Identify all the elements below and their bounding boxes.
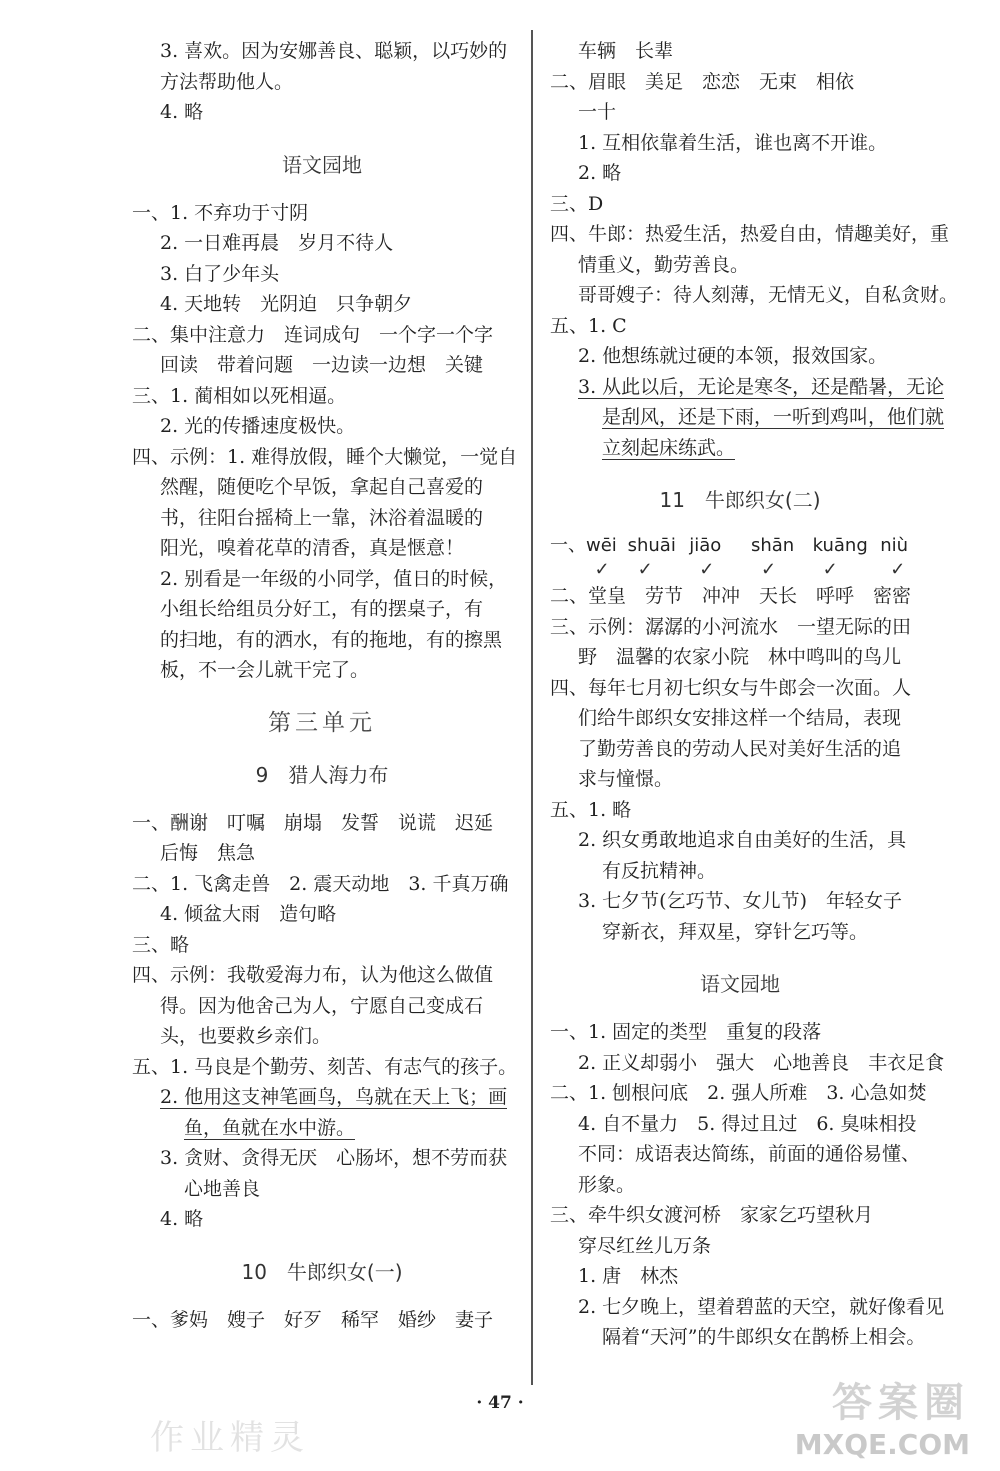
answer-line <box>550 1322 930 1353</box>
answer-text: 有反抗精神。 <box>602 859 717 882</box>
pinyin-item: niù <box>880 535 909 556</box>
answer-line <box>550 280 959 311</box>
answer-line <box>550 158 930 189</box>
answer-line <box>550 642 930 673</box>
answer-text: 二、集中注意力 连词成句 一个字一个字 <box>132 323 494 346</box>
answer-text: 一、1. 不弃功于寸阴 <box>132 201 309 224</box>
answer-line <box>132 1113 512 1144</box>
answer-text: 五、1. C <box>550 314 627 337</box>
answer-text: 二、堂皇 劳节 冲冲 天长 呼呼 密密 <box>550 585 912 607</box>
answer-text: 三、略 <box>132 933 190 956</box>
answer-line <box>132 625 512 656</box>
answer-text: 五、1. 略 <box>550 798 632 821</box>
answer-text: 方法帮助他人。 <box>160 70 294 93</box>
lesson-heading-9: 9 猎人海力布 <box>255 762 389 787</box>
left-block-3 <box>132 1305 512 1336</box>
answer-text: 一十 <box>578 101 617 123</box>
answer-line <box>132 869 512 900</box>
answer-text: 3. 从此以后，无论是寒冬，还是酷暑，无论 <box>578 375 945 398</box>
answer-line <box>550 581 930 612</box>
answer-line <box>550 734 930 765</box>
answer-line <box>550 917 930 948</box>
answer-text: 阳光，嗅着花草的清香，真是惬意！ <box>160 537 465 559</box>
answer-text: 2. 别看是一年级的小同学，值日的时候， <box>160 567 508 590</box>
answer-line <box>132 198 512 229</box>
answer-text: 三、1. 蔺相如以死相逼。 <box>132 384 347 407</box>
answer-line <box>550 372 945 403</box>
answer-text: 隔着“天河”的牛郎织女在鹊桥上相会。 <box>602 1326 926 1348</box>
answer-text: 得。因为他舍己为人，宁愿自己变成石 <box>160 994 484 1017</box>
answer-line <box>550 1231 930 1262</box>
answer-text: 形象。 <box>578 1173 636 1196</box>
answer-line <box>132 1204 512 1235</box>
left-block-1 <box>132 198 518 686</box>
pinyin-item: shuāi <box>627 535 676 556</box>
answer-line <box>132 381 512 412</box>
stamp-watermark: 作业精灵 <box>150 1418 310 1458</box>
section-heading-yuwen-1: 语文园地 <box>282 152 362 177</box>
answer-line <box>550 1261 930 1292</box>
right-block-1 <box>550 581 930 947</box>
answer-text: 小组长给组员分好工，有的摆桌子，有 <box>160 598 484 620</box>
answer-line <box>132 411 512 442</box>
answer-text: 4. 天地转 光阴迫 只争朝夕 <box>160 293 413 315</box>
answer-text: 车辆 长辈 <box>578 40 674 62</box>
check-mark: ✓ <box>637 559 653 580</box>
answer-text: 穿尽红丝儿万条 <box>578 1234 712 1257</box>
answer-text: 4. 略 <box>160 101 204 123</box>
answer-line <box>550 1139 930 1170</box>
answer-text: 三、牵牛织女渡河桥 家家乞巧望秋月 <box>550 1204 874 1226</box>
answer-text: 2. 正义却弱小 强大 心地善良 丰衣足食 <box>578 1051 945 1074</box>
answer-line <box>132 594 512 625</box>
answer-text: 书，往阳台摇椅上一靠，沐浴着温暖的 <box>160 506 484 529</box>
answer-line <box>550 402 945 433</box>
answer-text: 哥哥嫂子：待人刻薄，无情无义，自私贪财。 <box>578 284 959 306</box>
answer-text: 回读 带着问题 一边读一边想 关键 <box>160 354 484 376</box>
answer-text: 2. 他想练就过硬的本领，报效国家。 <box>578 345 888 367</box>
answer-text: 二、1. 刨根问底 2. 强人所难 3. 心急如焚 <box>550 1082 927 1104</box>
answer-text: 二、1. 飞禽走兽 2. 震天动地 3. 千真万确 <box>132 872 509 895</box>
answer-line <box>132 97 512 128</box>
pinyin-row <box>550 533 930 559</box>
lesson-heading-10: 10 牛郎织女(一) <box>241 1259 403 1284</box>
answer-text: 3. 喜欢。因为安娜善良、聪颖，以巧妙的 <box>160 40 508 62</box>
answer-line <box>550 886 930 917</box>
answer-text: 头，也要救乡亲们。 <box>160 1025 332 1047</box>
page-number: · 47 · <box>476 1393 524 1413</box>
left-block-2 <box>132 808 518 1235</box>
lesson-heading-11: 11 牛郎织女(二) <box>659 488 821 512</box>
answer-text: 立刻起床练武。 <box>602 436 736 459</box>
answer-line <box>550 673 930 704</box>
check-mark: ✓ <box>760 559 777 580</box>
answer-text: 情重义，勤劳善良。 <box>578 253 750 276</box>
check-mark: ✓ <box>890 559 906 580</box>
answer-line <box>550 764 930 795</box>
pinyin-item: jiāo <box>689 535 722 556</box>
answer-line <box>132 350 512 381</box>
answer-line <box>132 533 512 564</box>
answer-line <box>132 564 512 595</box>
answer-text: 3. 白了少年头 <box>160 262 280 285</box>
answer-text: 2. 略 <box>578 162 622 184</box>
answer-line <box>132 442 518 473</box>
answer-text: 野 温馨的农家小院 林中鸣叫的鸟儿 <box>578 646 902 668</box>
answer-line <box>550 1048 945 1079</box>
answer-text: 穿新衣，拜双星，穿针乞巧等。 <box>602 920 869 943</box>
answer-line <box>132 960 512 991</box>
answer-line <box>132 259 512 290</box>
answer-line <box>132 808 512 839</box>
right-column <box>550 36 959 1353</box>
answer-line <box>550 1109 930 1140</box>
answer-line <box>132 228 512 259</box>
answer-text: 1. 互相依靠着生活，谁也离不开谁。 <box>578 131 888 154</box>
answer-line <box>550 703 930 734</box>
answer-line <box>550 856 930 887</box>
answer-text: 4. 倾盆大雨 造句略 <box>160 903 337 925</box>
section-heading-yuwen-2: 语文园地 <box>700 972 780 996</box>
pinyin-item: shān <box>750 535 795 556</box>
answer-line <box>550 36 930 67</box>
answer-text: 了勤劳善良的劳动人民对美好生活的追 <box>578 737 902 760</box>
answer-line <box>132 67 512 98</box>
answer-line <box>132 930 512 961</box>
answer-text: 2. 他用这支神笔画鸟，鸟就在天上飞；画 <box>160 1086 508 1108</box>
answer-text: 1. 唐 林杰 <box>578 1265 679 1287</box>
answer-line <box>550 97 930 128</box>
site-watermark <box>795 1371 970 1461</box>
answer-text: 然醒，随便吃个早饭，拿起自己喜爱的 <box>160 476 484 498</box>
unit-heading: 第三单元 <box>268 709 376 736</box>
answer-line <box>132 472 512 503</box>
answer-line <box>132 1305 512 1336</box>
column-divider <box>531 30 533 1385</box>
answer-line <box>550 612 930 643</box>
answer-text: 2. 一日难再晨 岁月不待人 <box>160 232 394 254</box>
answer-text: 三、示例：潺潺的小河流水 一望无际的田 <box>550 615 912 638</box>
answer-text: 三、D <box>550 192 604 215</box>
answer-line <box>132 1082 512 1113</box>
right-block-2 <box>550 1017 945 1353</box>
left-top-items <box>132 36 512 128</box>
answer-line <box>550 433 930 464</box>
answer-text: 不同：成语表达简练，前面的通俗易懂、 <box>578 1143 921 1165</box>
watermark-logo-text: 答案圈 <box>832 1380 970 1426</box>
answer-text: 二、眉眼 美足 恋恋 无束 相依 <box>550 70 855 93</box>
answer-line <box>550 189 930 220</box>
answer-text: 的扫地，有的洒水，有的拖地，有的擦黑 <box>160 628 503 651</box>
answer-line <box>132 289 512 320</box>
answer-text: 五、1. 马良是个勤劳、刻苦、有志气的孩子。 <box>132 1055 518 1078</box>
pinyin-item: 一、wēi <box>550 535 617 556</box>
answer-text: 4. 自不量力 5. 得过且过 6. 臭味相投 <box>578 1112 917 1135</box>
answer-line <box>132 503 512 534</box>
answer-line <box>550 1200 930 1231</box>
answer-line <box>132 36 512 67</box>
answer-text: 心地善良 <box>184 1177 261 1200</box>
check-row <box>550 559 930 581</box>
answer-text: 一、酬谢 叮嘱 崩塌 发誓 说谎 迟延 <box>132 811 494 834</box>
answer-line <box>550 1078 930 1109</box>
answer-text: 后悔 焦急 <box>160 842 256 864</box>
answer-line <box>550 311 930 342</box>
answer-text: 四、牛郎：热爱生活，热爱自由，情趣美好，重 <box>550 223 950 245</box>
answer-line <box>550 128 930 159</box>
right-top-items <box>550 36 959 463</box>
answer-text: 求与憧憬。 <box>578 768 674 790</box>
answer-text: 板，不一会儿就干完了。 <box>160 659 370 681</box>
answer-line <box>132 1052 518 1083</box>
answer-line <box>550 341 930 372</box>
left-column <box>132 36 518 1335</box>
answer-line <box>132 655 512 686</box>
answer-text: 4. 略 <box>160 1208 204 1230</box>
answer-line <box>550 795 930 826</box>
answer-line <box>132 1021 512 1052</box>
answer-text: 一、爹妈 嫂子 好歹 稀罕 婚纱 妻子 <box>132 1308 494 1331</box>
check-mark: ✓ <box>699 559 715 580</box>
answer-line <box>550 1017 930 1048</box>
answer-text: 四、示例：1. 难得放假，睡个大懒觉，一觉自 <box>132 445 518 468</box>
answer-text: 四、每年七月初七织女与牛郎会一次面。人 <box>550 676 912 699</box>
answer-line <box>132 1174 512 1205</box>
answer-text: 鱼，鱼就在水中游。 <box>184 1116 356 1139</box>
answer-text: 2. 织女勇敢地追求自由美好的生活，具 <box>578 829 907 851</box>
answer-line <box>132 991 512 1022</box>
answer-line <box>550 825 930 856</box>
answer-line <box>132 838 512 869</box>
answer-text: 是刮风，还是下雨，一听到鸡叫，他们就 <box>602 406 945 428</box>
pinyin-item: kuāng <box>812 535 868 556</box>
answer-text: 们给牛郎织女安排这样一个结局，表现 <box>578 707 902 729</box>
answer-line <box>550 219 950 250</box>
answer-line <box>132 320 512 351</box>
check-mark: ✓ <box>822 559 838 580</box>
answer-line <box>550 1292 945 1323</box>
answer-line <box>132 1143 512 1174</box>
answer-line <box>550 250 930 281</box>
answer-text: 一、1. 固定的类型 重复的段落 <box>550 1021 822 1043</box>
answer-line <box>550 1170 930 1201</box>
answer-line <box>550 67 930 98</box>
answer-text: 2. 光的传播速度极快。 <box>160 415 356 437</box>
answer-text: 3. 贪财、贪得无厌 心肠坏，想不劳而获 <box>160 1147 508 1169</box>
answer-text: 四、示例：我敬爱海力布，认为他这么做值 <box>132 964 494 986</box>
answer-line <box>132 899 512 930</box>
answer-text: 3. 七夕节(乞巧节、女儿节) 年轻女子 <box>578 890 902 912</box>
check-mark: ✓ <box>594 559 610 580</box>
watermark-url: MXQE.COM <box>794 1428 970 1461</box>
answer-text: 2. 七夕晚上，望着碧蓝的天空，就好像看见 <box>578 1295 945 1318</box>
